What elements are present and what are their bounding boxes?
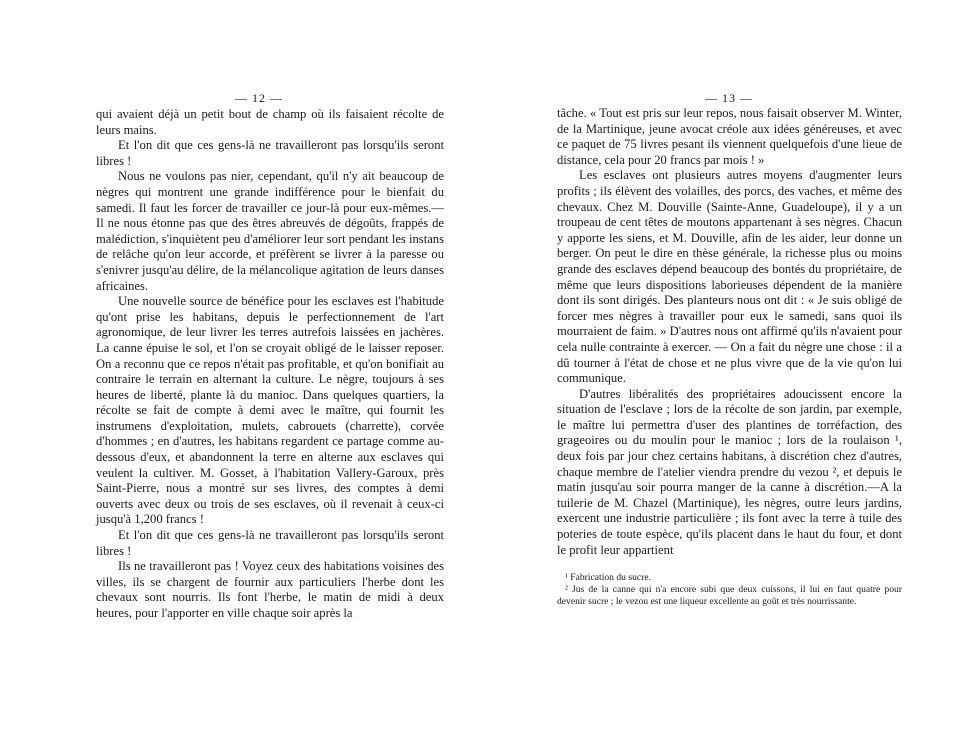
paragraph: D'autres libéralités des propriétaires adoucissent encore la situation de l'esclave ; lors de la récolte de son jardin, par exemple, le maître lui permettra d'user des plantines de torréfaction, des grageoires ou du moulin pour le manioc ; lors de la roulaison ¹, deux fois par jour chez certains habitans, à discrétion chez d'autres, chaque membre de l'atelier viendra prendre du vezou ², et depuis le matin jusqu'au soir pourra manger de la canne à discrétion.—A la tuilerie de M. Chazel (Martinique), les nègres, outre leurs jardins, exercent une industrie particulière ; ils font avec la terre à tuile des poteries de toute espèce, qu'ils placent dans le haut du four, et dont le profit leur appartient xyxy=(557,386,902,557)
paragraph: tâche. « Tout est pris sur leur repos, nous faisait observer M. Winter, de la Martinique, jeune avocat créole aux idées généreuses, et avec ce paquet de 75 livres pesant ils viennent quelquefois d'une lieue de distance, cela pour 20 francs par mois ! » xyxy=(557,106,902,167)
footnote: ¹ Fabrication du sucre. xyxy=(565,572,651,583)
footnotes xyxy=(557,572,902,608)
paragraph: Une nouvelle source de bénéfice pour les esclaves est l'habitude qu'ont prise les habitans, depuis le perfectionnement de l'art agronomique, de leur livrer les terres autrefois laissées en jachères. La canne épuise le sol, et l'on se croyait obligé de le laisser reposer. On a reconnu que ce repos n'était pas profitable, et qu'on bonifiait au contraire le terrain en alternant la culture. Le nègre, toujours à ses heures de liberté, plante là du manioc. Dans quelques quartiers, la récolte se fait de compte à demi avec le maître, qui fournit les instrumens d'exploitation, mulets, cabrouets (charrette), corvée d'hommes ; en d'autres, les habitans regardent ce partage comme au-dessous d'eux, et abandonnent la terre en alterne aux esclaves qui veulent la cultiver. M. Gosset, à l'habitation Vallery-Garoux, près Saint-Pierre, nous a montré sur ses livres, des comptes à demi ouverts avec deux ou trois de ses esclaves, où il revenait à ceux-ci jusqu'à 1,200 francs ! xyxy=(96,294,444,527)
page-body xyxy=(96,107,444,622)
footnote: ² Jus de la canne qui n'a encore subi que deux cuissons, il lui en faut quatre pour devenir sucre ; le vezou est une liqueur excellente au goût et très nourrissante. xyxy=(557,584,902,607)
right-page xyxy=(490,0,980,735)
page-number: — 12 — xyxy=(235,91,283,105)
paragraph: Et l'on dit que ces gens-là ne travailleront pas lorsqu'ils seront libres ! xyxy=(96,138,444,168)
paragraph: Et l'on dit que ces gens-là ne travailleront pas lorsqu'ils seront libres ! xyxy=(96,528,444,558)
page-body xyxy=(557,106,902,558)
paragraph: Les esclaves ont plusieurs autres moyens d'augmenter leurs profits ; ils élèvent des volailles, des porcs, des vaches, et même des chevaux. Chez M. Douville (Sainte-Anne, Guadeloupe), il y a un troupeau de cent têtes de moutons appartenant à ses nègres. Chacun y apporte les siens, et M. Douville, afin de les aider, leur donne un berger. On peut le dire en thèse générale, la richesse plus ou moins grande des esclaves dépend beaucoup des bontés du propriétaire, de même que leurs dispositions laborieuses dépendent de la manière dont ils sont dirigés. Des planteurs nous ont dit : « Je suis obligé de forcer mes nègres à travailler pour eux le samedi, sans quoi ils mourraient de faim. » D'autres nous ont affirmé qu'ils n'avaient pour cela nulle contrainte à exercer. — On a fait du nègre une chose : il a dû tourner à l'état de chose et ne plus vivre que de la vie qu'on lui communique. xyxy=(557,168,902,386)
page-number: — 13 — xyxy=(705,91,753,105)
paragraph: Nous ne voulons pas nier, cependant, qu'il n'y ait beaucoup de nègres qui montrent une grande indifférence pour le bienfait du samedi. Il faut les forcer de travailler ce jour-là pour eux-mêmes.—Il ne nous étonne pas que des êtres abreuvés de dégoûts, frappés de malédiction, s'inquiètent peu d'améliorer leur sort pendant les instans de relâche qu'on leur accorde, et préfèrent se livrer à la paresse ou s'enivrer jusqu'au délire, de la mélancolique agitation de leurs danses africaines. xyxy=(96,169,444,293)
paragraph: Ils ne travailleront pas ! Voyez ceux des habitations voisines des villes, ils se chargent de fournir aux particuliers l'herbe dont les chevaux sont nourris. Ils font l'herbe, le matin de midi à deux heures, pour l'apporter en ville chaque soir après la xyxy=(96,559,444,620)
paragraph: qui avaient déjà un petit bout de champ où ils faisaient récolte de leurs mains. xyxy=(96,107,444,137)
